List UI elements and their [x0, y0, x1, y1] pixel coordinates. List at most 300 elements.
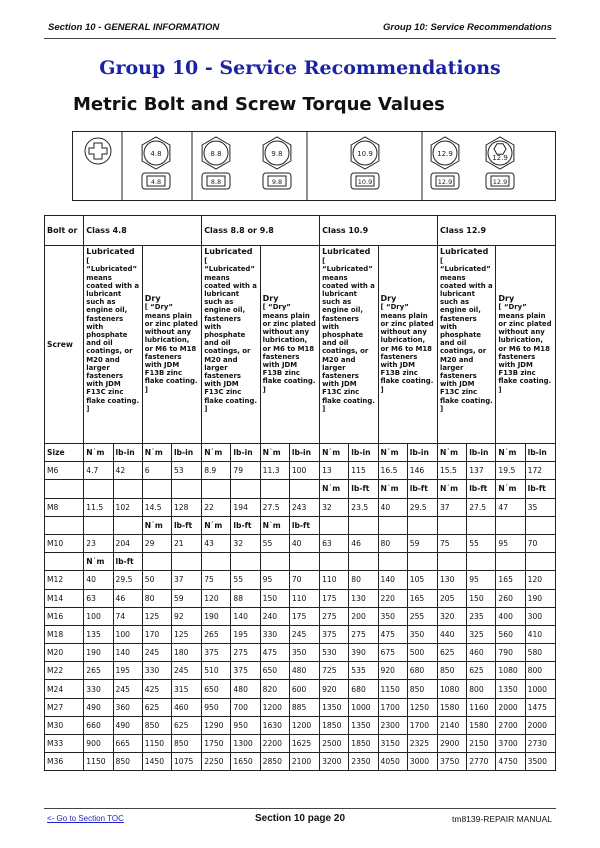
torque-value-cell: 63: [84, 589, 113, 607]
size-cell: [45, 553, 84, 571]
torque-value-cell: 15.5: [437, 462, 466, 480]
header-section: Section 10 - GENERAL INFORMATION: [48, 22, 220, 33]
torque-value-cell: 680: [349, 680, 378, 698]
unit-cell: [142, 480, 171, 498]
unit-cell: N˙m: [378, 480, 407, 498]
torque-value-cell: 1200: [289, 716, 319, 734]
torque-value-cell: 3700: [496, 735, 525, 753]
size-cell: M33: [45, 735, 84, 753]
torque-value-cell: 180: [171, 644, 201, 662]
page-footer: [44, 813, 556, 827]
torque-value-cell: 1850: [349, 735, 378, 753]
torque-value-cell: 245: [142, 644, 171, 662]
bolt-or-header: Bolt or: [45, 216, 84, 246]
torque-value-cell: 440: [437, 625, 466, 643]
torque-value-cell: 130: [437, 571, 466, 589]
torque-value-cell: 195: [231, 625, 260, 643]
size-cell: M16: [45, 607, 84, 625]
torque-value-cell: 1150: [84, 753, 113, 771]
torque-value-cell: 95: [260, 571, 289, 589]
torque-value-cell: 8.9: [202, 462, 231, 480]
torque-value-cell: 125: [142, 607, 171, 625]
torque-value-cell: 19.5: [496, 462, 525, 480]
unit-cell: N˙m: [142, 516, 171, 534]
unit-cell: lb-ft: [113, 553, 142, 571]
size-cell: M12: [45, 571, 84, 589]
torque-value-cell: 625: [142, 698, 171, 716]
unit-cell: lb-ft: [467, 480, 496, 498]
dry-label: Dry: [144, 294, 161, 304]
torque-value-cell: 2700: [496, 716, 525, 734]
torque-value-cell: 88: [231, 589, 260, 607]
torque-value-cell: 205: [437, 589, 466, 607]
unit-cell: lb-ft: [525, 480, 555, 498]
unit-cell: [260, 553, 289, 571]
unit-cell: [84, 516, 113, 534]
torque-value-cell: 1150: [142, 735, 171, 753]
torque-value-cell: 23.5: [349, 498, 378, 516]
torque-value-cell: 885: [289, 698, 319, 716]
torque-value-cell: 140: [113, 644, 142, 662]
unit-cell: lb-ft: [289, 516, 319, 534]
table-row: [45, 607, 556, 625]
page-number: Section 10 page 20: [254, 813, 346, 824]
torque-value-cell: 120: [202, 589, 231, 607]
torque-value-cell: 2900: [437, 735, 466, 753]
torque-value-cell: 55: [231, 571, 260, 589]
torque-value-cell: 680: [407, 662, 437, 680]
torque-value-cell: 245: [113, 680, 142, 698]
torque-value-cell: 490: [113, 716, 142, 734]
nut-grade-mark: 8.8: [210, 178, 222, 186]
table-row: [45, 753, 556, 771]
unit-cell: [113, 516, 142, 534]
unit-cell: [496, 516, 525, 534]
lubricated-definition: [ “Lubricated” means coated with a lubricant such as engine oil, fasteners with phosphate and oil coatings, or M20 and larger fasteners with JDM F13C zinc flake coating. ]: [86, 257, 140, 413]
unit-cell: [320, 516, 349, 534]
size-cell: M20: [45, 644, 84, 662]
torque-value-cell: 665: [113, 735, 142, 753]
table-row: [45, 716, 556, 734]
unit-cell: N˙m: [437, 444, 466, 462]
unit-cell: N˙m: [202, 516, 231, 534]
unit-cell: lb-in: [231, 444, 260, 462]
unit-cell: lb-ft: [171, 516, 201, 534]
units-row: [45, 480, 556, 498]
unit-cell: [525, 516, 555, 534]
table-row: [45, 589, 556, 607]
torque-value-cell: 675: [378, 644, 407, 662]
unit-cell: N˙m: [378, 444, 407, 462]
torque-value-cell: 190: [202, 607, 231, 625]
unit-cell: [407, 553, 437, 571]
units-row: [45, 444, 556, 462]
torque-value-cell: 850: [142, 716, 171, 734]
torque-value-cell: 137: [467, 462, 496, 480]
dry-note: [378, 246, 437, 444]
torque-value-cell: 625: [437, 644, 466, 662]
dry-definition: [ “Dry” means plain or zinc plated without any lubrication, or M6 to M18 fasteners with JDM F13B zinc flake coating. ]: [144, 303, 198, 394]
unit-cell: [378, 553, 407, 571]
lubricated-definition: [ “Lubricated” means coated with a lubricant such as engine oil, fasteners with phosphate and oil coatings, or M20 and larger fasteners with JDM F13C zinc flake coating. ]: [204, 257, 257, 413]
unit-cell: [113, 480, 142, 498]
torque-value-cell: 190: [525, 589, 555, 607]
torque-value-cell: 245: [289, 625, 319, 643]
torque-value-cell: 2000: [525, 716, 555, 734]
table-row: [45, 680, 556, 698]
torque-value-cell: 2350: [349, 753, 378, 771]
torque-value-cell: 530: [320, 644, 349, 662]
table-row: [45, 498, 556, 516]
torque-value-cell: 800: [525, 662, 555, 680]
class-header: Class 12.9: [437, 216, 555, 246]
unit-cell: [202, 553, 231, 571]
torque-value-cell: 80: [378, 534, 407, 552]
torque-value-cell: 475: [260, 644, 289, 662]
torque-value-cell: 1000: [525, 680, 555, 698]
torque-value-cell: 360: [113, 698, 142, 716]
torque-value-cell: 330: [84, 680, 113, 698]
torque-value-cell: 150: [260, 589, 289, 607]
torque-value-cell: 125: [171, 625, 201, 643]
torque-value-cell: 102: [113, 498, 142, 516]
torque-value-cell: 43: [202, 534, 231, 552]
torque-value-cell: 172: [525, 462, 555, 480]
unit-cell: N˙m: [437, 480, 466, 498]
nut-grade-mark: 10.9: [357, 178, 373, 186]
torque-value-cell: 79: [231, 462, 260, 480]
torque-value-cell: 920: [320, 680, 349, 698]
torque-value-cell: 37: [437, 498, 466, 516]
size-cell: Size: [45, 444, 84, 462]
torque-value-cell: 128: [171, 498, 201, 516]
bolt-marking-illustration: [72, 131, 556, 201]
unit-cell: [84, 480, 113, 498]
torque-value-cell: 1075: [171, 753, 201, 771]
header-divider: [44, 38, 556, 39]
unit-cell: lb-ft: [349, 480, 378, 498]
torque-value-cell: 535: [349, 662, 378, 680]
torque-value-cell: 625: [467, 662, 496, 680]
unit-cell: [437, 516, 466, 534]
torque-value-cell: 110: [289, 589, 319, 607]
torque-value-cell: 850: [113, 753, 142, 771]
footer-divider: [44, 808, 556, 809]
lubricated-definition: [ “Lubricated” means coated with a lubricant such as engine oil, fasteners with phosphate and oil coatings, or M20 and larger fasteners with JDM F13C zinc flake coating. ]: [439, 257, 493, 413]
table-row: [45, 534, 556, 552]
torque-value-cell: 243: [289, 498, 319, 516]
torque-value-cell: 74: [113, 607, 142, 625]
torque-value-cell: 42: [113, 462, 142, 480]
torque-value-cell: 22: [202, 498, 231, 516]
torque-value-cell: 1625: [289, 735, 319, 753]
torque-value-cell: 2770: [467, 753, 496, 771]
torque-value-cell: 350: [407, 625, 437, 643]
lubricated-note: [437, 246, 495, 444]
torque-value-cell: 53: [171, 462, 201, 480]
unit-cell: N˙m: [202, 444, 231, 462]
torque-value-cell: 375: [231, 662, 260, 680]
dry-label: Dry: [380, 294, 397, 304]
nut-icon: [431, 173, 459, 189]
torque-value-cell: 850: [437, 662, 466, 680]
unit-cell: lb-in: [407, 444, 437, 462]
unit-cell: lb-in: [289, 444, 319, 462]
size-cell: M36: [45, 753, 84, 771]
torque-value-cell: 11.5: [84, 498, 113, 516]
torque-value-cell: 100: [113, 625, 142, 643]
unit-cell: N˙m: [142, 444, 171, 462]
torque-value-cell: 4050: [378, 753, 407, 771]
units-row: [45, 516, 556, 534]
torque-value-cell: 150: [467, 589, 496, 607]
torque-value-cell: 204: [113, 534, 142, 552]
torque-value-cell: 375: [202, 644, 231, 662]
torque-value-cell: 59: [407, 534, 437, 552]
torque-value-cell: 350: [378, 607, 407, 625]
unit-cell: [142, 553, 171, 571]
torque-value-cell: 220: [378, 589, 407, 607]
torque-value-cell: 35: [525, 498, 555, 516]
torque-value-cell: 47: [496, 498, 525, 516]
torque-value-cell: 275: [349, 625, 378, 643]
torque-value-cell: 3000: [407, 753, 437, 771]
unit-cell: [349, 553, 378, 571]
torque-value-cell: 165: [407, 589, 437, 607]
torque-value-cell: 21: [171, 534, 201, 552]
torque-value-cell: 2500: [320, 735, 349, 753]
torque-value-cell: 650: [260, 662, 289, 680]
torque-value-cell: 1700: [378, 698, 407, 716]
unit-cell: lb-ft: [231, 516, 260, 534]
unit-cell: lb-ft: [407, 480, 437, 498]
torque-value-cell: 2300: [378, 716, 407, 734]
unit-cell: [231, 553, 260, 571]
table-row: [45, 462, 556, 480]
torque-value-cell: 95: [496, 534, 525, 552]
unit-cell: [378, 516, 407, 534]
torque-value-cell: 2200: [260, 735, 289, 753]
unit-cell: N˙m: [84, 444, 113, 462]
torque-value-cell: 40: [378, 498, 407, 516]
torque-value-cell: 950: [231, 716, 260, 734]
torque-value-cell: 1350: [496, 680, 525, 698]
torque-value-cell: 1580: [437, 698, 466, 716]
torque-value-cell: 265: [84, 662, 113, 680]
torque-value-cell: 410: [525, 625, 555, 643]
torque-value-cell: 660: [84, 716, 113, 734]
torque-value-cell: 330: [142, 662, 171, 680]
size-cell: M22: [45, 662, 84, 680]
torque-value-cell: 2730: [525, 735, 555, 753]
unit-cell: N˙m: [260, 444, 289, 462]
torque-value-cell: 105: [407, 571, 437, 589]
unit-cell: [437, 553, 466, 571]
torque-value-cell: 59: [171, 589, 201, 607]
unit-cell: N˙m: [260, 516, 289, 534]
torque-value-cell: 27.5: [467, 498, 496, 516]
dry-label: Dry: [262, 294, 279, 304]
torque-value-cell: 120: [525, 571, 555, 589]
torque-value-cell: 2150: [467, 735, 496, 753]
torque-value-cell: 1290: [202, 716, 231, 734]
table-row: [45, 571, 556, 589]
unit-cell: [467, 516, 496, 534]
nut-icon: [351, 173, 379, 189]
size-cell: M6: [45, 462, 84, 480]
nut-icon: [142, 173, 170, 189]
torque-value-cell: 29.5: [407, 498, 437, 516]
torque-value-cell: 235: [467, 607, 496, 625]
torque-value-cell: 480: [231, 680, 260, 698]
torque-value-cell: 2850: [260, 753, 289, 771]
header-group: Group 10: Service Recommendations: [383, 22, 552, 33]
torque-value-cell: 1650: [231, 753, 260, 771]
torque-value-cell: 3150: [378, 735, 407, 753]
torque-value-cell: 1580: [467, 716, 496, 734]
torque-value-cell: 1200: [260, 698, 289, 716]
torque-value-cell: 260: [496, 589, 525, 607]
torque-value-cell: 560: [496, 625, 525, 643]
torque-value-cell: 325: [467, 625, 496, 643]
torque-value-cell: 135: [84, 625, 113, 643]
nut-grade-mark: 9.8: [271, 178, 283, 186]
torque-value-cell: 265: [202, 625, 231, 643]
torque-value-cell: 300: [525, 607, 555, 625]
size-cell: [45, 516, 84, 534]
nut-grade-mark: 12.9: [437, 178, 453, 186]
torque-value-cell: 1000: [349, 698, 378, 716]
torque-value-cell: 950: [202, 698, 231, 716]
unit-cell: N˙m: [320, 480, 349, 498]
torque-value-cell: 11.3: [260, 462, 289, 480]
page-header: [44, 22, 556, 38]
unit-cell: lb-in: [171, 444, 201, 462]
torque-value-cell: 1850: [320, 716, 349, 734]
torque-value-cell: 115: [349, 462, 378, 480]
table-row: [45, 662, 556, 680]
torque-value-cell: 1450: [142, 753, 171, 771]
torque-value-cell: 190: [84, 644, 113, 662]
torque-value-cell: 63: [320, 534, 349, 552]
page-title: Metric Bolt and Screw Torque Values: [73, 94, 445, 115]
torque-value-cell: 2000: [496, 698, 525, 716]
bolt-grade-marking-figure: [72, 131, 556, 201]
size-cell: M10: [45, 534, 84, 552]
unit-cell: [289, 480, 319, 498]
torque-value-cell: 32: [320, 498, 349, 516]
torque-value-cell: 1160: [467, 698, 496, 716]
unit-cell: [260, 480, 289, 498]
torque-value-cell: 490: [84, 698, 113, 716]
torque-value-cell: 55: [260, 534, 289, 552]
torque-value-cell: 320: [437, 607, 466, 625]
torque-value-cell: 194: [231, 498, 260, 516]
torque-value-cell: 850: [171, 735, 201, 753]
size-cell: M24: [45, 680, 84, 698]
torque-value-cell: 255: [407, 607, 437, 625]
units-row: [45, 553, 556, 571]
dry-definition: [ “Dry” means plain or zinc plated without any lubrication, or M6 to M18 fasteners with JDM F13B zinc flake coating. ]: [498, 303, 552, 394]
class-header: Class 8.8 or 9.8: [202, 216, 320, 246]
size-cell: M30: [45, 716, 84, 734]
torque-value-cell: 800: [467, 680, 496, 698]
torque-value-cell: 625: [171, 716, 201, 734]
nut-grade-mark: 12.9: [492, 178, 508, 186]
torque-value-cell: 1080: [437, 680, 466, 698]
torque-value-cell: 390: [349, 644, 378, 662]
torque-value-cell: 92: [171, 607, 201, 625]
torque-value-cell: 240: [260, 607, 289, 625]
torque-value-cell: 75: [437, 534, 466, 552]
torque-value-cell: 23: [84, 534, 113, 552]
lubricated-note: [202, 246, 260, 444]
torque-value-cell: 95: [467, 571, 496, 589]
size-cell: M27: [45, 698, 84, 716]
dry-definition: [ “Dry” means plain or zinc plated without any lubrication, or M6 to M18 fasteners with JDM F13B zinc flake coating. ]: [262, 303, 316, 394]
unit-cell: [407, 516, 437, 534]
dry-note: [260, 246, 319, 444]
torque-value-cell: 195: [113, 662, 142, 680]
torque-value-cell: 70: [289, 571, 319, 589]
torque-value-cell: 29.5: [113, 571, 142, 589]
torque-value-cell: 75: [202, 571, 231, 589]
torque-value-cell: 2325: [407, 735, 437, 753]
torque-value-cell: 200: [349, 607, 378, 625]
torque-value-cell: 70: [525, 534, 555, 552]
torque-value-cell: 1350: [320, 698, 349, 716]
torque-value-cell: 80: [142, 589, 171, 607]
torque-value-cell: 6: [142, 462, 171, 480]
unit-cell: [320, 553, 349, 571]
torque-value-cell: 175: [320, 589, 349, 607]
torque-value-cell: 475: [378, 625, 407, 643]
torque-value-cell: 460: [467, 644, 496, 662]
class-header: Class 10.9: [320, 216, 438, 246]
torque-value-cell: 460: [171, 698, 201, 716]
torque-value-cell: 55: [467, 534, 496, 552]
torque-value-cell: 80: [349, 571, 378, 589]
torque-value-cell: 27.5: [260, 498, 289, 516]
torque-value-cell: 2140: [437, 716, 466, 734]
unit-cell: [467, 553, 496, 571]
section-toc-link[interactable]: <- Go to Section TOC: [47, 814, 124, 823]
torque-value-cell: 100: [84, 607, 113, 625]
torque-value-cell: 920: [378, 662, 407, 680]
torque-value-cell: 175: [289, 607, 319, 625]
unit-cell: lb-in: [349, 444, 378, 462]
torque-value-cell: 850: [407, 680, 437, 698]
size-cell: [45, 480, 84, 498]
torque-value-cell: 600: [289, 680, 319, 698]
head-grade-mark: 10.9: [357, 150, 373, 158]
table-row: [45, 698, 556, 716]
torque-value-cell: 4750: [496, 753, 525, 771]
unit-cell: [202, 480, 231, 498]
unit-cell: [231, 480, 260, 498]
unit-cell: [349, 516, 378, 534]
torque-value-cell: 100: [289, 462, 319, 480]
lubricated-definition: [ “Lubricated” means coated with a lubricant such as engine oil, fasteners with phosphate and oil coatings, or M20 and larger fasteners with JDM F13C zinc flake coating. ]: [322, 257, 375, 413]
torque-value-cell: 50: [142, 571, 171, 589]
torque-value-cell: 46: [113, 589, 142, 607]
unit-cell: [496, 553, 525, 571]
torque-value-cell: 315: [171, 680, 201, 698]
torque-value-cell: 330: [260, 625, 289, 643]
lubricated-note: [320, 246, 378, 444]
class-header: Class 4.8: [84, 216, 202, 246]
torque-value-cell: 820: [260, 680, 289, 698]
